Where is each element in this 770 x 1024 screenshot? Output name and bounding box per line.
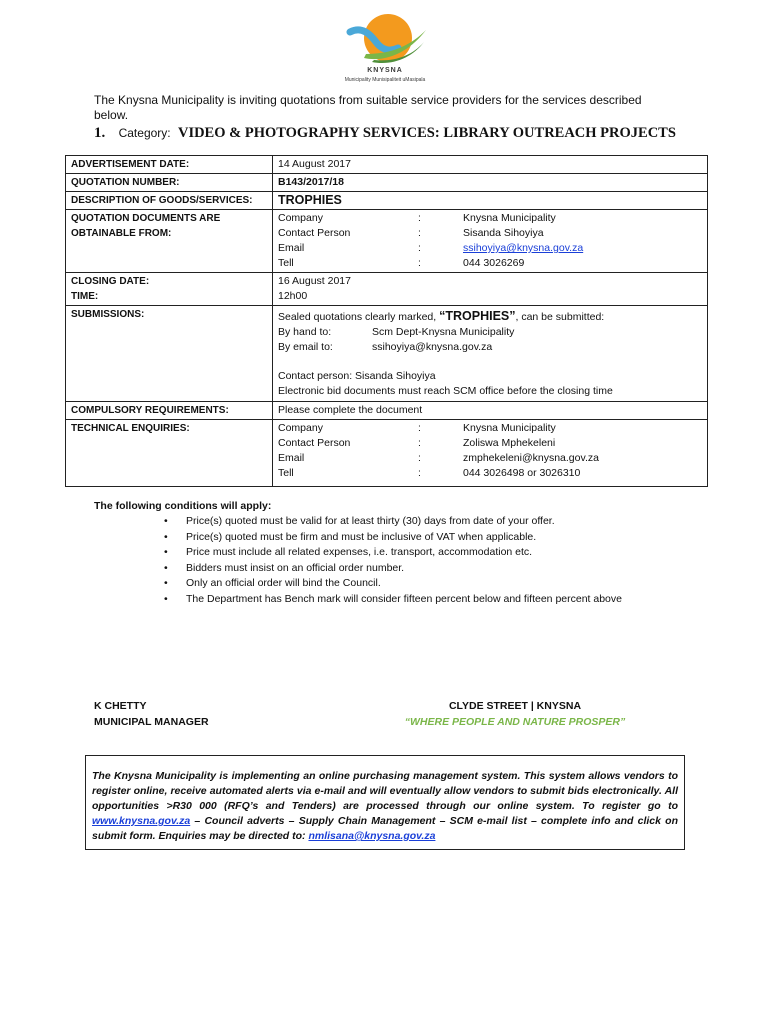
category-number: 1. [94, 125, 106, 141]
ad-date-value: 14 August 2017 [273, 156, 708, 174]
submissions-post: , can be submitted: [515, 311, 605, 323]
tech-tell-value: 044 3026498 or 3026310 [463, 467, 581, 479]
logo-tagline: Municipality Munisipaliteit uMasipala [344, 77, 426, 83]
table-row [66, 402, 708, 420]
quote-number-value: B143/2017/18 [273, 174, 708, 192]
description-value: TROPHIES [273, 192, 708, 210]
table-row [66, 156, 708, 174]
closing-labels [66, 273, 273, 306]
time-label: TIME: [71, 291, 99, 302]
table-row [66, 192, 708, 210]
closing-values [273, 273, 708, 306]
knysna-logo [330, 12, 440, 86]
docs-label: QUOTATION DOCUMENTS ARE OBTAINABLE FROM: [66, 210, 273, 273]
signatory-name: K CHETTY [94, 700, 147, 712]
docs-contact-sep: : [418, 227, 421, 239]
technical-label: TECHNICAL ENQUIRIES: [66, 420, 273, 487]
category-value: VIDEO & PHOTOGRAPHY SERVICES: LIBRARY OUTREACH PROJECTS [177, 125, 676, 141]
quotation-info-table [65, 155, 708, 487]
list-item: • Price(s) quoted must be valid for at least thirty (30) days from date of your offer. [186, 514, 684, 530]
docs-email-row [278, 241, 702, 256]
docs-tell-key: Tell [278, 257, 294, 269]
address-motto: “WHERE PEOPLE AND NATURE PROSPER” [404, 716, 626, 728]
submissions-marked: “TROPHIES” [439, 309, 516, 323]
docs-company-row [278, 211, 702, 226]
category-label: Category: [118, 126, 171, 140]
table-row [66, 210, 708, 273]
list-item: • The Department has Bench mark will consider fifteen percent below and fifteen percent above [186, 592, 684, 608]
compulsory-label: COMPULSORY REQUIREMENTS: [66, 402, 273, 420]
ad-date-label: ADVERTISEMENT DATE: [66, 156, 273, 174]
tech-email-sep: : [418, 452, 421, 464]
tech-email-row [278, 451, 702, 466]
time-value: 12h00 [278, 290, 308, 302]
submissions-email-row [278, 340, 702, 355]
docs-email-key: Email [278, 242, 305, 254]
logo-emblem-icon [342, 12, 428, 68]
docs-contact-value: Sisanda Sihoyiya [463, 227, 544, 239]
list-item: • Price must include all related expenses, i.e. transport, accommodation etc. [186, 545, 684, 561]
tech-contact-row [278, 436, 702, 451]
submissions-pre: Sealed quotations clearly marked, [278, 311, 440, 323]
table-row [66, 306, 708, 402]
docs-tell-value: 044 3026269 [463, 257, 525, 269]
table-row [66, 174, 708, 192]
signatory-title: MUNICIPAL MANAGER [94, 716, 209, 728]
list-item: • Only an official order will bind the Council. [186, 576, 684, 592]
website-link[interactable]: www.knysna.gov.za [92, 815, 191, 827]
hand-label: By hand to: [278, 326, 332, 338]
list-item: • Price(s) quoted must be firm and must be inclusive of VAT when applicable. [186, 530, 684, 546]
docs-email-link[interactable]: ssihoyiya@knysna.gov.za [463, 242, 584, 254]
conditions-heading: The following conditions will apply: [94, 500, 272, 512]
docs-company-value: Knysna Municipality [463, 212, 556, 224]
tech-tell-row [278, 466, 702, 481]
logo-name: KNYSNA [367, 67, 403, 74]
tech-company-sep: : [418, 422, 421, 434]
signature-block [94, 698, 209, 730]
docs-contact-block [273, 210, 708, 273]
submissions-block [273, 306, 708, 402]
notice-part1: The Knysna Municipality is implementing an online purchasing management system. This system allows vendors to register online, receive automated alerts via e-mail and will eventually allow vendors to submit bids electronically. All opportunities >R30 000 (RFQ’s and Tenders) are processed through our online system. To register go to [92, 770, 678, 812]
tech-tell-sep: : [418, 467, 421, 479]
closing-date-label: CLOSING DATE: [71, 276, 150, 287]
address-block [380, 698, 650, 730]
conditions-section [94, 500, 684, 607]
tech-company-row [278, 421, 702, 436]
docs-company-key: Company [278, 212, 323, 224]
intro-text: The Knysna Municipality is inviting quotations from suitable service providers for the services described below. [94, 93, 642, 122]
technical-block [273, 420, 708, 487]
address-street: CLYDE STREET | KNYSNA [448, 700, 582, 712]
tech-tell-key: Tell [278, 467, 294, 479]
submissions-contact: Contact person: Sisanda Sihoyiya [278, 370, 436, 382]
tech-contact-value: Zoliswa Mphekeleni [463, 437, 556, 449]
tech-email-value: zmphekeleni@knysna.gov.za [463, 452, 599, 464]
closing-date-value: 16 August 2017 [278, 275, 351, 287]
enquiries-email-link[interactable]: nmlisana@knysna.gov.za [308, 830, 436, 842]
table-row [66, 420, 708, 487]
submissions-electronic: Electronic bid documents must reach SCM office before the closing time [278, 385, 613, 397]
tech-contact-key: Contact Person [278, 437, 351, 449]
notice-part2: – Council adverts – Supply Chain Management – SCM e-mail list – complete info and click on submit form. Enquiries may be directed to: [92, 815, 678, 842]
table-row [66, 273, 708, 306]
email-value: ssihoyiya@knysna.gov.za [372, 341, 493, 353]
submissions-intro [278, 309, 702, 325]
compulsory-value: Please complete the document [273, 402, 708, 420]
docs-contact-key: Contact Person [278, 227, 351, 239]
docs-company-sep: : [418, 212, 421, 224]
tech-company-value: Knysna Municipality [463, 422, 556, 434]
tech-contact-sep: : [418, 437, 421, 449]
docs-contact-row [278, 226, 702, 241]
list-item: • Bidders must insist on an official order number. [186, 561, 684, 577]
category-line [94, 125, 676, 142]
submissions-label: SUBMISSIONS: [66, 306, 273, 402]
email-label: By email to: [278, 341, 333, 353]
submissions-hand-row [278, 325, 702, 340]
hand-value: Scm Dept-Knysna Municipality [372, 326, 515, 338]
docs-email-sep: : [418, 242, 421, 254]
quote-number-label: QUOTATION NUMBER: [66, 174, 273, 192]
online-system-notice [85, 755, 685, 850]
description-label: DESCRIPTION OF GOODS/SERVICES: [66, 192, 273, 210]
tech-email-key: Email [278, 452, 305, 464]
docs-tell-row [278, 256, 702, 271]
docs-tell-sep: : [418, 257, 421, 269]
tech-company-key: Company [278, 422, 323, 434]
conditions-list [94, 514, 684, 607]
